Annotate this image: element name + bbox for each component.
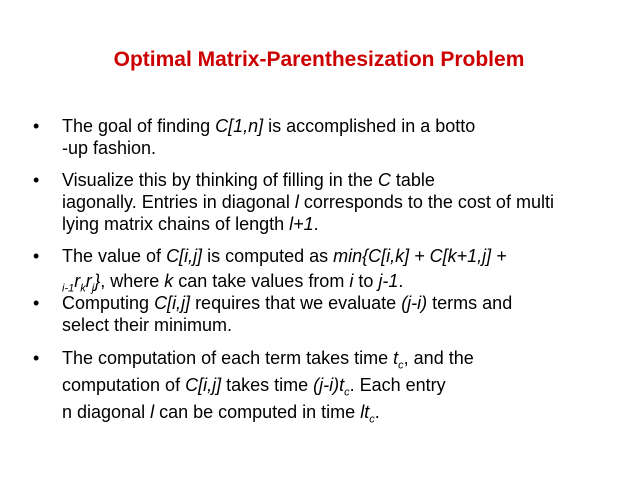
text-run: -up fashion. [62, 138, 157, 158]
bullet-line [62, 314, 622, 336]
subscript: i-1 [62, 282, 75, 295]
math-text: i [349, 271, 354, 291]
text-run: is computed as [202, 246, 334, 266]
math-text: l [150, 402, 155, 422]
bullet-dot: • [33, 170, 40, 190]
text-run: computation of [62, 375, 186, 395]
math-text: r [85, 271, 92, 291]
math-text: r [74, 271, 81, 291]
bullet-text [62, 244, 622, 294]
text-run: can be computed in time [154, 402, 361, 422]
text-run: corresponds to the cost of multi [298, 192, 554, 212]
text-run: is accomplished in a botto [263, 116, 476, 136]
math-text: C[i,j] [166, 246, 203, 266]
math-text: l [294, 192, 299, 212]
text-run: The value of [62, 246, 167, 266]
bullet-line [62, 372, 622, 399]
subscript: k [80, 282, 86, 295]
bullet-line [62, 213, 622, 235]
text-run: The goal of finding [62, 116, 216, 136]
text-run: n diagonal [62, 402, 151, 422]
bullet-dot: • [33, 348, 40, 368]
math-text: C[i,j] [185, 375, 222, 395]
text-run: takes time [221, 375, 314, 395]
subscript: c [344, 386, 350, 399]
math-text: (j-i) [401, 293, 428, 313]
math-text: C[i,j] [154, 293, 191, 313]
text-run: . [374, 402, 380, 422]
bullet-text [62, 345, 622, 426]
bullet-text [62, 115, 622, 159]
text-run: . [313, 214, 319, 234]
text-run: , and the [403, 348, 474, 368]
text-run: . Each entry [349, 375, 446, 395]
math-text: C [377, 170, 391, 190]
text-run: requires that we evaluate [190, 293, 402, 313]
text-run: , where [100, 271, 165, 291]
math-text: lt [360, 402, 370, 422]
subscript: c [398, 359, 404, 372]
bullet-line [62, 115, 622, 137]
math-text: k [164, 271, 174, 291]
subscript: c [369, 413, 375, 426]
bullet-line [62, 191, 622, 213]
text-run: Visualize this by thinking of filling in the [62, 170, 378, 190]
bullet-dot: • [33, 293, 40, 313]
bullet-line [62, 269, 622, 294]
math-text: min{C[i,k] + C[k+1,j] + [333, 246, 507, 266]
text-run: select their minimum. [62, 315, 233, 335]
text-run: The computation of each term takes time [62, 348, 394, 368]
math-text: C[1,n] [215, 116, 264, 136]
text-run: Computing [62, 293, 155, 313]
text-run: table [390, 170, 435, 190]
text-run: . [398, 271, 404, 291]
subscript: j [91, 282, 95, 295]
bullet-line [62, 137, 622, 159]
text-run: iagonally. Entries in diagonal [62, 192, 295, 212]
bullet-text [62, 292, 622, 336]
math-text: j-1 [378, 271, 399, 291]
math-text: l+1 [289, 214, 314, 234]
text-run: terms and [427, 293, 513, 313]
text-run: lying matrix chains of length [62, 214, 290, 234]
math-text: (j-i)t [313, 375, 345, 395]
text-run: can take values from [173, 271, 350, 291]
bullet-line [62, 169, 622, 191]
bullet-dot: • [33, 246, 40, 266]
math-text: t [393, 348, 399, 368]
bullet-dot: • [33, 116, 40, 136]
bullet-line [62, 399, 622, 426]
bullet-line [62, 292, 622, 314]
slide-title: Optimal Matrix-Parenthesization Problem [113, 48, 525, 71]
bullet-line [62, 345, 622, 372]
bullet-line [62, 244, 622, 269]
math-text: } [94, 271, 101, 291]
bullet-text [62, 169, 622, 235]
text-run: to [353, 271, 379, 291]
